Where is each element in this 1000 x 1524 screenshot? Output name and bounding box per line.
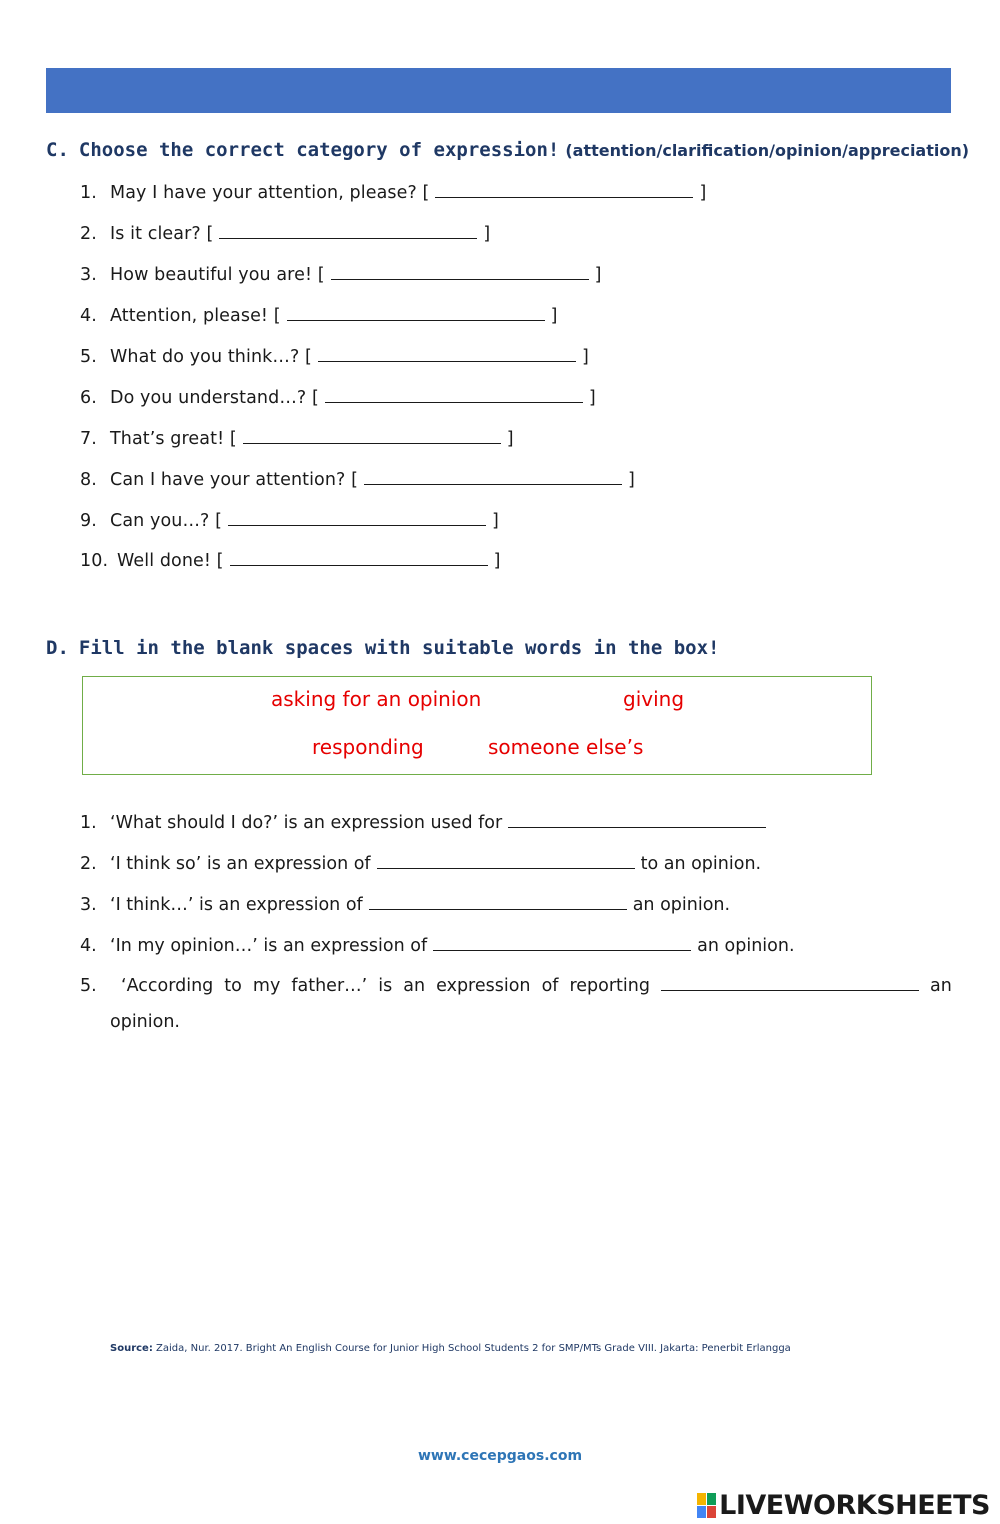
section-c-options: (attention/clarification/opinion/appreciation) bbox=[565, 141, 970, 160]
item-number: 5. bbox=[80, 347, 97, 367]
item-word: my bbox=[252, 976, 281, 996]
item-number: 7. bbox=[80, 429, 97, 449]
section-c-item bbox=[80, 183, 706, 203]
item-word: ‘According bbox=[121, 976, 214, 996]
section-c-item bbox=[80, 347, 589, 367]
item-word: reporting bbox=[569, 976, 650, 996]
item-close: ] bbox=[594, 265, 602, 285]
answer-blank[interactable] bbox=[228, 511, 486, 526]
word-box bbox=[82, 676, 872, 775]
answer-blank[interactable] bbox=[508, 813, 766, 828]
item-text: Do you understand…? [ bbox=[110, 388, 319, 408]
item-number: 3. bbox=[80, 265, 97, 285]
answer-blank[interactable] bbox=[325, 388, 583, 403]
answer-blank[interactable] bbox=[369, 895, 627, 910]
section-c-item bbox=[80, 470, 635, 490]
item-number: 1. bbox=[80, 813, 97, 833]
item-close: ] bbox=[581, 347, 589, 367]
item-number: 1. bbox=[80, 183, 97, 203]
section-c-item bbox=[80, 265, 602, 285]
section-d-item bbox=[80, 813, 772, 833]
answer-blank[interactable] bbox=[435, 183, 693, 198]
source-citation bbox=[110, 1343, 791, 1354]
answer-blank[interactable] bbox=[433, 936, 691, 951]
item-text: What do you think…? [ bbox=[110, 347, 312, 367]
section-d-item bbox=[80, 895, 730, 915]
item-word: father…’ bbox=[291, 976, 368, 996]
section-c-item bbox=[80, 388, 596, 408]
item-close: ] bbox=[699, 183, 707, 203]
item-number: 9. bbox=[80, 511, 97, 531]
answer-blank[interactable] bbox=[230, 551, 488, 566]
item-text: Can you…? [ bbox=[110, 511, 223, 531]
item-text: ‘I think so’ is an expression of bbox=[110, 854, 371, 874]
section-c-item bbox=[80, 429, 514, 449]
item-word: an bbox=[403, 976, 426, 996]
item-continuation: opinion. bbox=[110, 1012, 180, 1032]
word-giving[interactable]: giving bbox=[623, 687, 685, 711]
item-close: ] bbox=[588, 388, 596, 408]
item-number: 5. bbox=[80, 976, 97, 996]
item-close: ] bbox=[492, 511, 499, 531]
answer-blank[interactable] bbox=[318, 347, 576, 362]
item-text: ‘In my opinion…’ is an expression of bbox=[110, 936, 428, 956]
item-text: Well done! [ bbox=[117, 551, 224, 571]
section-c-heading bbox=[46, 139, 969, 161]
section-c-item bbox=[80, 306, 558, 326]
section-d-title: Fill in the blank spaces with suitable words in the box! bbox=[78, 637, 720, 659]
source-text: Zaida, Nur. 2017. Bright An English Course for Junior High School Students 2 for SMP/MTs Grade VIII. Jakarta: Penerbit Erlangga bbox=[156, 1343, 791, 1354]
answer-blank[interactable] bbox=[331, 265, 589, 280]
brand-name: LIVEWORKSHEETS bbox=[719, 1490, 990, 1521]
item-close: ] bbox=[493, 551, 501, 571]
header-bar bbox=[46, 68, 951, 113]
item-number: 4. bbox=[80, 936, 97, 956]
item-text: May I have your attention, please? [ bbox=[110, 183, 430, 203]
source-label: Source: bbox=[110, 1343, 153, 1354]
item-suffix: an bbox=[930, 976, 952, 996]
item-word: is bbox=[378, 976, 393, 996]
answer-blank[interactable] bbox=[661, 976, 919, 991]
liveworksheets-brand[interactable] bbox=[697, 1490, 990, 1521]
section-c-title: Choose the correct category of expression! bbox=[78, 139, 560, 161]
website-link[interactable]: www.cecepgaos.com bbox=[417, 1448, 583, 1464]
item-text: Can I have your attention? [ bbox=[110, 470, 359, 490]
section-c-letter: C. bbox=[46, 139, 69, 161]
item-text: ‘I think…’ is an expression of bbox=[110, 895, 363, 915]
word-responding[interactable]: responding bbox=[312, 735, 424, 759]
item-close: ] bbox=[550, 306, 558, 326]
item-text: ‘What should I do?’ is an expression used for bbox=[110, 813, 503, 833]
item-number: 2. bbox=[80, 224, 97, 244]
section-c-item bbox=[80, 224, 490, 244]
answer-blank[interactable] bbox=[219, 224, 477, 239]
item-text: How beautiful you are! [ bbox=[110, 265, 325, 285]
section-d-letter: D. bbox=[46, 637, 69, 659]
answer-blank[interactable] bbox=[287, 306, 545, 321]
item-close: ] bbox=[506, 429, 514, 449]
item-text: Attention, please! [ bbox=[110, 306, 281, 326]
item-text: Is it clear? [ bbox=[110, 224, 214, 244]
item-number: 8. bbox=[80, 470, 97, 490]
liveworksheets-logo-icon bbox=[697, 1493, 716, 1518]
item-number: 6. bbox=[80, 388, 97, 408]
item-number: 2. bbox=[80, 854, 97, 874]
item-word: of bbox=[541, 976, 559, 996]
item-number: 4. bbox=[80, 306, 97, 326]
item-close: ] bbox=[628, 470, 635, 490]
section-d-item bbox=[80, 936, 795, 956]
section-d-item-5 bbox=[80, 976, 952, 1032]
item-number: 10. bbox=[80, 551, 109, 571]
word-asking-for-an-opinion[interactable]: asking for an opinion bbox=[271, 687, 482, 711]
answer-blank[interactable] bbox=[377, 854, 635, 869]
item-word: expression bbox=[436, 976, 531, 996]
section-d-item bbox=[80, 854, 761, 874]
item-text: That’s great! [ bbox=[110, 429, 237, 449]
item-suffix: an opinion. bbox=[632, 895, 731, 915]
section-c-item bbox=[80, 511, 499, 531]
item-word: to bbox=[224, 976, 242, 996]
answer-blank[interactable] bbox=[364, 470, 622, 485]
item-close: ] bbox=[483, 224, 491, 244]
section-d-heading bbox=[46, 637, 719, 659]
answer-blank[interactable] bbox=[243, 429, 501, 444]
item-suffix: to an opinion. bbox=[640, 854, 762, 874]
word-someone-elses[interactable]: someone else’s bbox=[488, 735, 644, 759]
item-number: 3. bbox=[80, 895, 97, 915]
section-c-item bbox=[80, 551, 501, 571]
item-suffix: an opinion. bbox=[697, 936, 795, 956]
